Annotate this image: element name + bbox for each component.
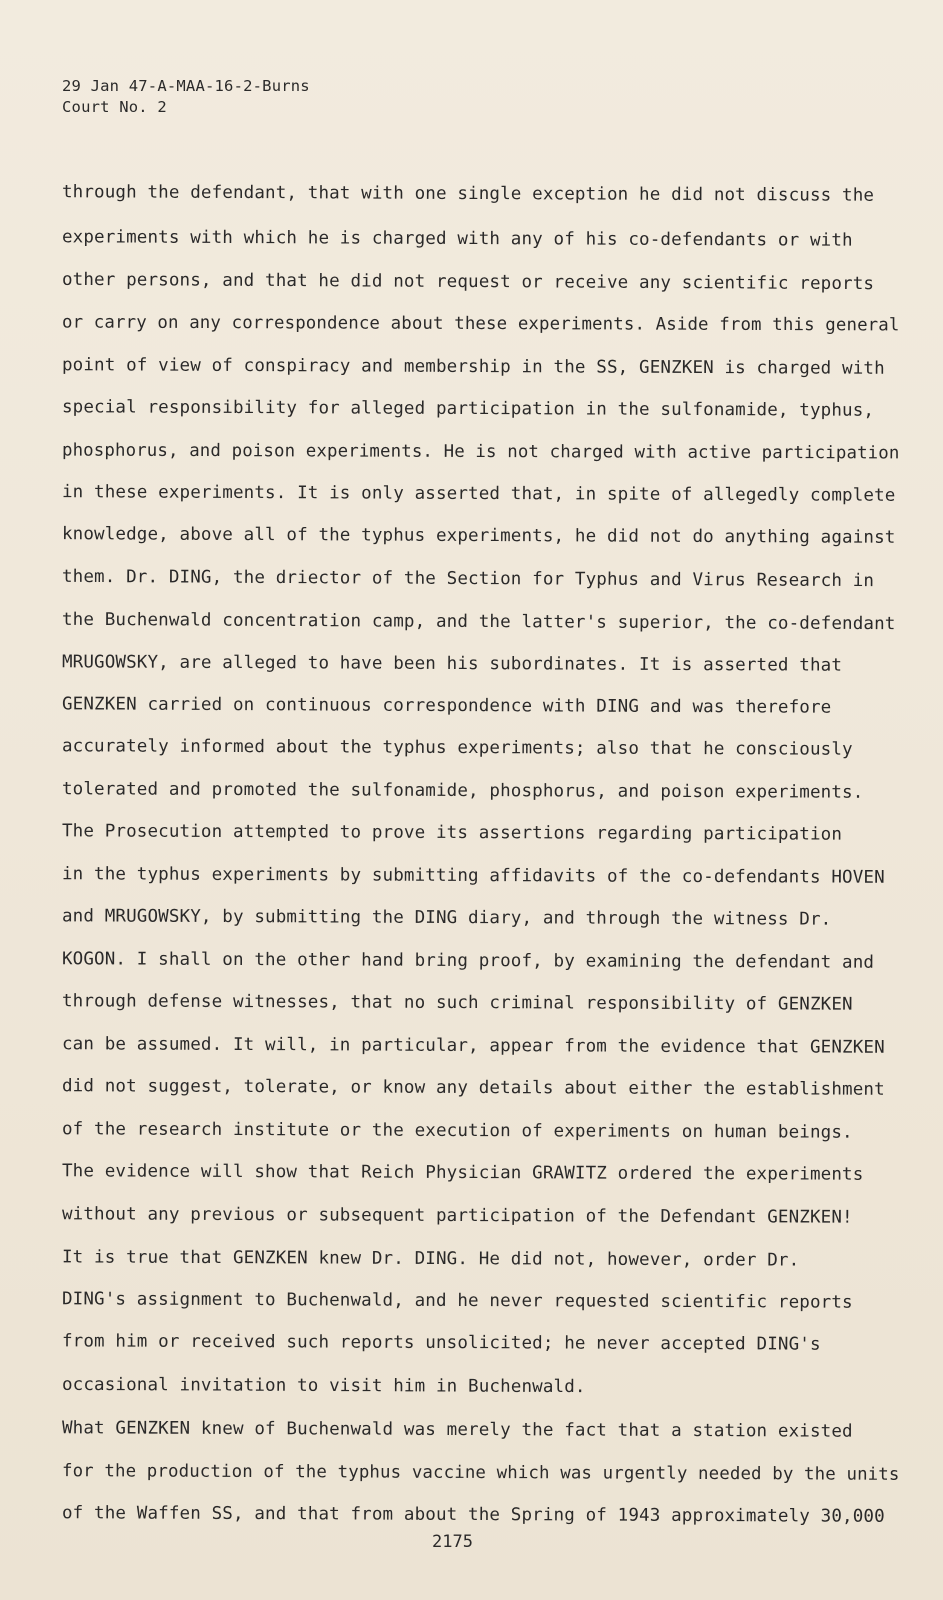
body-line: DING's assignment to Buchenwald, and he never requested scientific reports [61, 1289, 853, 1313]
body-line: through defense witnesses, that no such criminal responsibility of GENZKEN [61, 991, 853, 1015]
page-number: 2175 [432, 1532, 473, 1552]
body-line: occasional invitation to visit him in Buchenwald. [61, 1374, 586, 1398]
body-line: in the typhus experiments by submitting affidavits of the co-defendants HOVEN [61, 864, 885, 888]
body-line: the Buchenwald concentration camp, and the latter's superior, the co-defendant [61, 609, 896, 635]
body-line: special responsibility for alleged participation in the sulfonamide, typhus, [61, 397, 875, 421]
document-reference: 29 Jan 47-A-MAA-16-2-Burns [62, 77, 310, 95]
body-line: or carry on any correspondence about these experiments. Aside from this general [61, 312, 900, 336]
body-line: knowledge, above all of the typhus experiments, he did not do anything against [61, 524, 896, 548]
body-line: other persons, and that he did not request or receive any scientific reports [61, 269, 875, 295]
court-number: Court No. 2 [62, 98, 167, 116]
body-line: experiments with which he is charged with any of his co-defendants or with [61, 227, 853, 251]
body-line: accurately informed about the typhus experiments; also that he consciously [61, 736, 853, 760]
body-line: and MRUGOWSKY, by submitting the DING diary, and through the witness Dr. [61, 906, 832, 930]
body-line: MRUGOWSKY, are alleged to have been his subordinates. It is asserted that [61, 652, 843, 676]
body-line: of the Waffen SS, and that from about the Spring of 1943 approximately 30,000 [61, 1503, 885, 1527]
body-line: without any previous or subsequent participation of the Defendant GENZKEN! [61, 1204, 853, 1228]
body-line: The evidence will show that Reich Physician GRAWITZ ordered the experiments [61, 1161, 864, 1185]
body-line: The Prosecution attempted to prove its assertions regarding participation [61, 821, 843, 845]
body-line: from him or received such reports unsolicited; he never accepted DING's [61, 1331, 821, 1355]
body-line: tolerated and promoted the sulfonamide, phosphorus, and poison experiments. [61, 779, 864, 803]
body-line: did not suggest, tolerate, or know any details about either the establishment [61, 1076, 885, 1100]
body-line: KOGON. I shall on the other hand bring proof, by examining the defendant and [61, 949, 875, 973]
body-line: It is true that GENZKEN knew Dr. DING. He did not, however, order Dr. [61, 1247, 800, 1271]
body-line: phosphorus, and poison experiments. He is not charged with active participation [61, 440, 900, 464]
body-line: in these experiments. It is only asserted that, in spite of allegedly complete [61, 482, 896, 506]
document-header [62, 76, 310, 118]
body-line: of the research institute or the execution of experiments on human beings. [61, 1119, 853, 1143]
body-line: through the defendant, that with one single exception he did not discuss the [61, 182, 875, 206]
body-line: point of view of conspiracy and membership in the SS, GENZKEN is charged with [61, 355, 885, 379]
body-line: for the production of the typhus vaccine which was urgently needed by the units [61, 1461, 900, 1485]
body-line: them. Dr. DING, the driector of the Section for Typhus and Virus Research in [61, 566, 875, 592]
body-line: can be assumed. It will, in particular, appear from the evidence that GENZKEN [61, 1034, 885, 1058]
body-line: GENZKEN carried on continuous correspondence with DING and was therefore [61, 694, 832, 718]
body-line: What GENZKEN knew of Buchenwald was merely the fact that a station existed [61, 1418, 853, 1442]
